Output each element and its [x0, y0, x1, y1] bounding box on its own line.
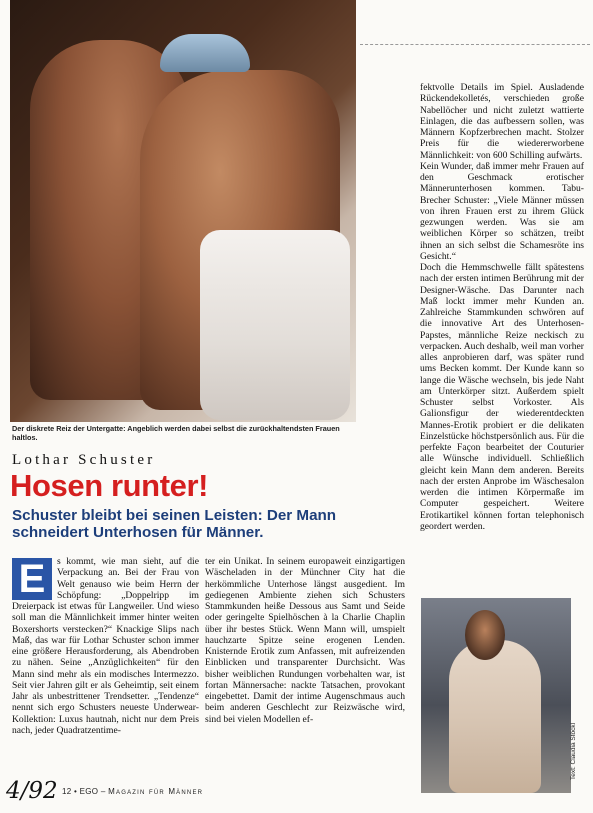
- main-photo: [10, 0, 356, 422]
- article-column-3: [420, 82, 584, 575]
- article-column-1: [12, 556, 199, 769]
- portrait-head: [465, 610, 505, 660]
- column-1-text: s kommt, wie man sieht, auf die Verpackung an. Bei der Frau von Welt genauso wie beim Herrn der Schöpfung: „Doppelripp im Dreierpack ist etwas für Langweiler. Und wieso soll man die Männlichkeit immer hinter weiten Boxershorts verstecken?“ Knackige Slips nach Maß, das war für Lothar Schuster schon immer eine größere Herausforderung, als Abendroben zu nähen. Seine „Anzüglichkeiten“ für den Mann sind mehr als ein modisches Intermezzo. Seit vier Jahren gilt er als Geheimtip, seit einem Jahr als unbestrittener Trendsetter. „Tendenze“ nennt sich ergo Schusters neueste Underwear-Kollektion: Luxus hautnah, nicht nur dem Preis nach, jeder Quadratzentime-: [12, 556, 199, 736]
- author-name: Lothar Schuster: [12, 452, 156, 468]
- page-number: 12 • EGO –: [62, 787, 106, 796]
- column-2-text: ter ein Unikat. In seinem europaweit einzigartigen Wäscheladen in der Münchner City hat die herkömmliche Unterhose längst ausgedient. Im gediegenen Ambiente ziehen sich Schusters Stammkunden heiße Dessous aus Samt und Seide oder geringelte Spielhöschen à la Charlie Chaplin über ihr bestes Stück. Wenn Mann will, umspielt hauchzarte Spitze seine erogenen Lenden. Knisternde Erotik zum Anfassen, mit aufreizenden Einblicken und transparenter Durchsicht. Was bisher weiblichen Rundungen vorbehalten war, ist fortan Männersache: nackte Tatsachen, provokant eingebettet. Damit der intime Augenschmaus auch beim anderen Geschlecht zur Reizwäsche wird, sind bei vielen Modellen ef-: [205, 556, 405, 725]
- photo-caption: Der diskrete Reiz der Untergatte: Angeblich werden dabei selbst die zurückhaltendsten Frauen haltlos.: [12, 424, 340, 442]
- photo-cap: [160, 34, 250, 72]
- headline: Hosen runter!: [10, 468, 209, 503]
- photo-undershirt: [200, 230, 350, 420]
- issue-number: 4/92: [6, 778, 58, 804]
- column-3-paragraph-2: Kein Wunder, daß immer mehr Frauen auf den Geschmack erotischer Männerunterhosen kommen. Tabu-Brecher Schuster: „Viele Männer müssen von ihren Frauen erst zu ihrem Glück gezwungen werden. Was sie am weiblichen Körper so schätzen, treibt ihnen an sich selbst die Schamesröte ins Gesicht.“: [420, 160, 584, 262]
- divider-line: [360, 44, 590, 45]
- page-footer: [62, 787, 203, 796]
- subheadline: Schuster bleibt bei seinen Leisten: Der Mann schneidert Unterhosen für Männer.: [12, 507, 337, 541]
- magazine-name: Magazin für Männer: [108, 787, 204, 796]
- portrait-photo: [421, 598, 571, 793]
- photo-credit: Text: Claudia Stöckl: [570, 722, 577, 780]
- drop-cap: E: [12, 558, 52, 600]
- column-3-paragraph-3: Doch die Hemmschwelle fällt spätestens nach der ersten intimen Berührung mit der Designer-Wäsche. Das Darunter nach Maß lockt immer mehr Kunden an. Zahlreiche Stammkunden schwören auf die innovative Art des Unterhosen-Papstes, männliche Reize neckisch zu verpacken. Auch deshalb, weil man vorher alles anprobieren darf, was später rund ums Becken kommt. Der Kunde kann so lange die Wäsche wechseln, bis jede Naht am Unterkörper sitzt. Außerdem spielt Schuster selbst Vorkoster. Als Galionsfigur der wiederentdeckten Mannes-Erotik probiert er die delikaten Einzelstücke höchstpersönlich aus. Für die perfekte Façon bearbeitet der Couturier alle Wünsche individuell. Schließlich gleicht kein Mann dem anderen. Bereits nach der ersten Anprobe im Wäschesalon werden die intimen Körpermaße im Computer gespeichert. Weitere Erotikartikel können fortan telephonisch geordert werden.: [420, 262, 584, 532]
- portrait-figure: [449, 640, 541, 793]
- article-column-2: [205, 556, 405, 769]
- column-3-paragraph-1: fektvolle Details im Spiel. Ausladende Rückendekolletés, verschieden große Nabellöcher und nicht zuletzt wattierte Einlagen, die das aufbessern sollen, was Männern Kopfzerbrechen macht. Stolzer Preis für die wiedererworbene Männlichkeit: von 600 Schilling aufwärts.: [420, 82, 584, 161]
